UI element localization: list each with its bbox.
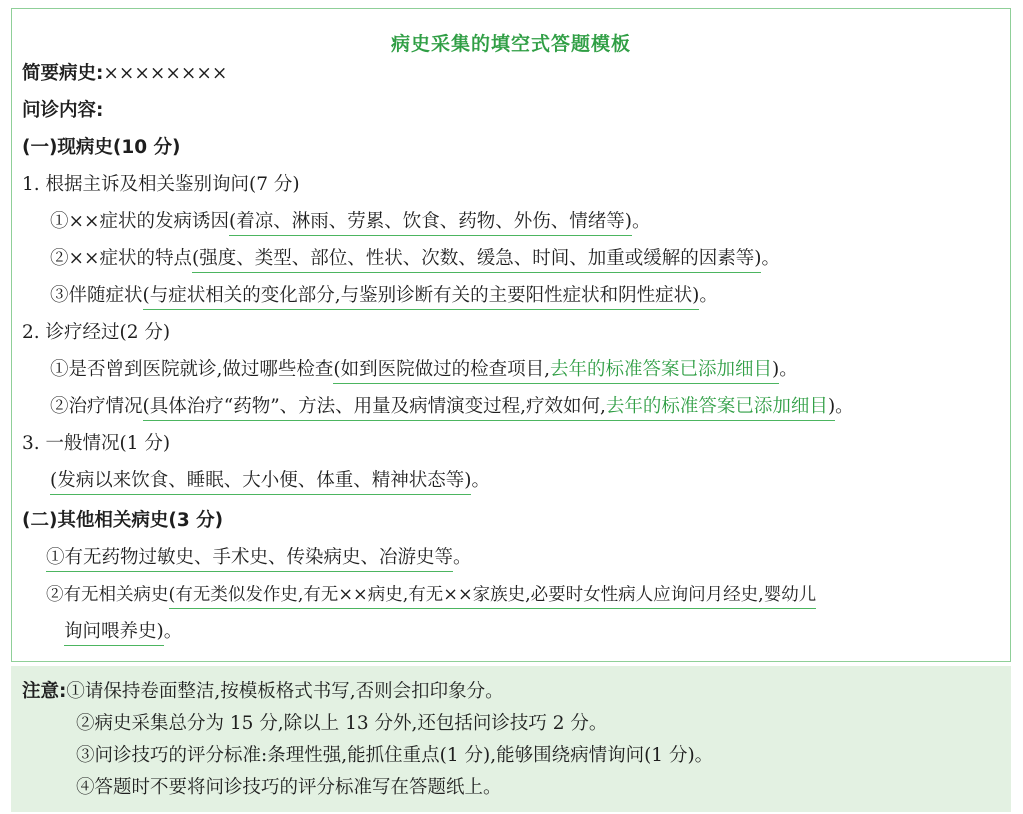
item2-a-fill-close: ) (772, 359, 780, 380)
item1-c (50, 284, 718, 308)
period: 。 (835, 396, 854, 417)
item1-c-lead: ③伴随症状 (50, 285, 143, 306)
note-item-4: ④答题时不要将问诊技巧的评分标准写在答题纸上。 (76, 777, 502, 798)
item2-b-fill (143, 396, 836, 421)
note-item-3: ③问诊技巧的评分标准:条理性强,能抓住重点(1 分),能够围绕病情询问(1 分)。 (76, 745, 714, 766)
section2-b-fill2: 询问喂养史) (64, 621, 164, 646)
item1-a-fill: (着凉、淋雨、劳累、饮食、药物、外伤、情绪等) (229, 211, 632, 236)
item1-c-fill: (与症状相关的变化部分,与鉴别诊断有关的主要阳性症状和阴性症状) (143, 285, 700, 310)
item3-title: 3. 一般情况(1 分) (22, 433, 171, 454)
page-title: 病史采集的填空式答题模板 (390, 33, 631, 55)
item1-b-fill: (强度、类型、部位、性状、次数、缓急、时间、加重或缓解的因素等) (192, 248, 761, 273)
item2-a (50, 358, 798, 382)
item2-a-green-note: 去年的标准答案已添加细目 (550, 359, 773, 380)
period: 。 (779, 359, 798, 380)
item2-b-lead: ②治疗情况 (50, 396, 143, 417)
item2-a-lead: ①是否曾到医院就诊,做过哪些检查 (50, 359, 334, 380)
section2-b-cont (64, 620, 182, 644)
brief-history-label: 简要病史: (22, 63, 104, 84)
item2-b-fill-text: (具体治疗“药物”、方法、用量及病情演变过程,疗效如何, (142, 396, 606, 417)
item2-b-green-note: 去年的标准答案已添加细目 (605, 396, 828, 417)
item2-b-fill-close: ) (827, 396, 836, 417)
item2-a-fill (333, 359, 779, 384)
period: 。 (761, 248, 780, 269)
item1-b (50, 247, 780, 271)
brief-history (22, 62, 227, 86)
item2-b (50, 395, 854, 419)
period: 。 (163, 621, 183, 642)
note-item-1: ①请保持卷面整洁,按模板格式书写,否则会扣印象分。 (66, 681, 504, 702)
section2-b-lead: ②有无相关病史 (46, 585, 169, 605)
section2-a-fill: ①有无药物过敏史、手术史、传染病史、冶游史等 (46, 547, 453, 572)
inquiry-label: 问诊内容: (22, 100, 104, 121)
period: 。 (471, 470, 490, 491)
section2-b (46, 583, 816, 607)
section2-a (46, 546, 472, 570)
item3-a (50, 469, 490, 493)
item1-title: 1. 根据主诉及相关鉴别询问(7 分) (22, 174, 300, 195)
period: 。 (631, 211, 651, 232)
period: 。 (453, 547, 472, 568)
note-1 (22, 680, 504, 704)
section2-b-fill: (有无类似发作史,有无××病史,有无××家族史,必要时女性病人应询问月经史,婴幼儿 (169, 585, 817, 609)
note-item-2: ②病史采集总分为 15 分,除以上 13 分外,还包括问诊技巧 2 分。 (76, 713, 608, 734)
brief-history-value: ×××××××× (103, 63, 228, 84)
item1-b-lead: ②××症状的特点 (50, 248, 193, 269)
section2-heading: (二)其他相关病史(3 分) (22, 510, 224, 531)
section1-heading: (一)现病史(10 分) (22, 137, 181, 158)
period: 。 (699, 285, 718, 306)
notes-label: 注意: (22, 681, 67, 702)
item1-a-lead: ①××症状的发病诱因 (50, 211, 230, 232)
item1-a (50, 210, 650, 234)
item2-title: 2. 诊疗经过(2 分) (22, 322, 171, 343)
item2-a-fill-text: (如到医院做过的检查项目, (333, 359, 550, 380)
item3-a-fill: (发病以来饮食、睡眠、大小便、体重、精神状态等) (50, 470, 471, 495)
